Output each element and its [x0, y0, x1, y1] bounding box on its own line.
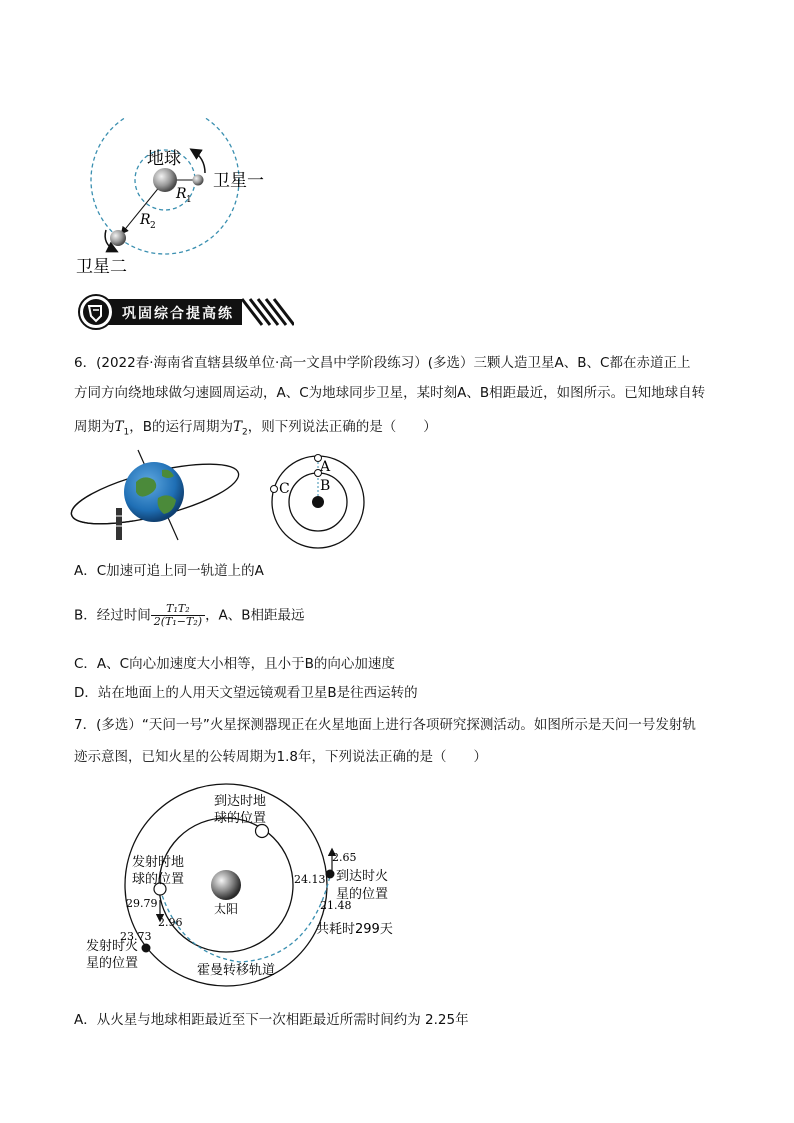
arrive-mars-label-2: 星的位置 — [336, 887, 389, 902]
arrive-mars-dot — [326, 870, 335, 879]
arrive-earth-label-1: 到达时地 — [214, 794, 267, 809]
q6-option-b-post: ，A、B相距最远 — [205, 607, 305, 624]
r1-subscript: 1 — [186, 195, 192, 205]
earth-label: 地球 — [147, 149, 181, 169]
arrive-mars-label-1: 到达时火 — [336, 869, 389, 884]
q7-option-a: A．从火星与地球相距最近至下一次相距最近所需时间约为 2.25年 — [74, 1012, 469, 1028]
sun-ball — [211, 870, 241, 900]
total-time-label: 共耗时299天 — [316, 922, 393, 937]
arrive-earth-dot — [256, 825, 269, 838]
label-c: C — [279, 481, 290, 497]
q6-option-b-pre: B．经过时间 — [74, 607, 151, 624]
velocity-21-48: 21.48 — [320, 899, 352, 912]
q6-option-b — [74, 603, 305, 628]
t1-subscript: 1 — [123, 427, 130, 438]
q6-stem-line2: 方同方向绕地球做匀速圆周运动，A、C为地球同步卫星，某时刻A、B相距最近，如图所示。已知地球自转 — [74, 385, 706, 401]
q6-stem-line3 — [74, 418, 437, 442]
satellite-c — [271, 486, 278, 493]
sun-label: 太阳 — [214, 902, 239, 916]
velocity-29-79: 29.79 — [126, 897, 158, 910]
launch-mars-label-1: 发射时火 — [86, 939, 139, 954]
earth-ball — [153, 168, 177, 192]
r2-label: R — [140, 212, 151, 228]
central-body — [312, 496, 324, 508]
hohmann-transfer-figure — [80, 782, 410, 987]
velocity-24-13: 24.13 — [294, 873, 326, 886]
label-b: B — [320, 478, 331, 494]
fraction-numerator: T₁T₂ — [151, 603, 205, 616]
r2-subscript: 2 — [150, 221, 156, 231]
q6-option-b-fraction — [151, 603, 205, 628]
q7-stem-line1: 7．(多选）“天问一号”火星探测器现正在火星地面上进行各项研究探测活动。如图所示是天问一号发射轨 — [74, 717, 696, 733]
launch-earth-label-1: 发射时地 — [132, 855, 185, 870]
section-title: 巩固综合提高练 — [122, 306, 234, 322]
q7-stem-line2: 迹示意图，已知火星的公转周期为1.8年，下列说法正确的是（ ） — [74, 749, 487, 765]
earth-globe — [124, 462, 184, 522]
sat1-motion-arrow — [192, 150, 205, 173]
q6-option-a: A．C加速可追上同一轨道上的A — [74, 563, 264, 579]
launch-mars-dot — [142, 944, 151, 953]
satellite-one — [193, 175, 204, 186]
t2-symbol: T — [233, 419, 243, 435]
t1-symbol: T — [114, 419, 124, 435]
satellite-two — [110, 230, 126, 246]
q6-option-d: D．站在地面上的人用天文望远镜观看卫星B是往西运转的 — [74, 685, 418, 701]
earth-globe-figure — [70, 448, 245, 548]
satellite-one-label: 卫星一 — [213, 171, 264, 191]
q6-line3-mid: ，B的运行周期为 — [129, 419, 234, 435]
launch-mars-label-2: 星的位置 — [86, 956, 139, 971]
label-a: A — [320, 459, 331, 475]
hohmann-label: 霍曼转移轨道 — [197, 963, 276, 978]
orbit-diagram-two-satellites — [70, 118, 290, 283]
q6-option-c: C．A、C向心加速度大小相等，且小于B的向心加速度 — [74, 656, 395, 672]
arrive-earth-label-2: 球的位置 — [214, 811, 267, 826]
abc-orbit-figure — [268, 450, 373, 555]
velocity-2-96: 2.96 — [158, 916, 183, 929]
q6-line3-pre: 周期为 — [74, 419, 115, 435]
r1-label: R — [176, 186, 187, 202]
t2-subscript: 2 — [242, 427, 248, 438]
fraction-denominator: 2(T₁−T₂) — [153, 615, 203, 628]
velocity-2-65: 2.65 — [332, 851, 357, 864]
satellite-icon — [116, 508, 122, 540]
launch-earth-label-2: 球的位置 — [132, 872, 185, 887]
satellite-two-label: 卫星二 — [76, 257, 127, 277]
q6-stem-line1: 6．(2022春·海南省直辖县级单位·高一文昌中学阶段练习）(多选）三颗人造卫星A、B、C都在赤道正上 — [74, 355, 691, 371]
velocity-23-73: 23.73 — [120, 930, 152, 943]
q6-line3-post: ，则下列说法正确的是（ ） — [247, 419, 437, 435]
